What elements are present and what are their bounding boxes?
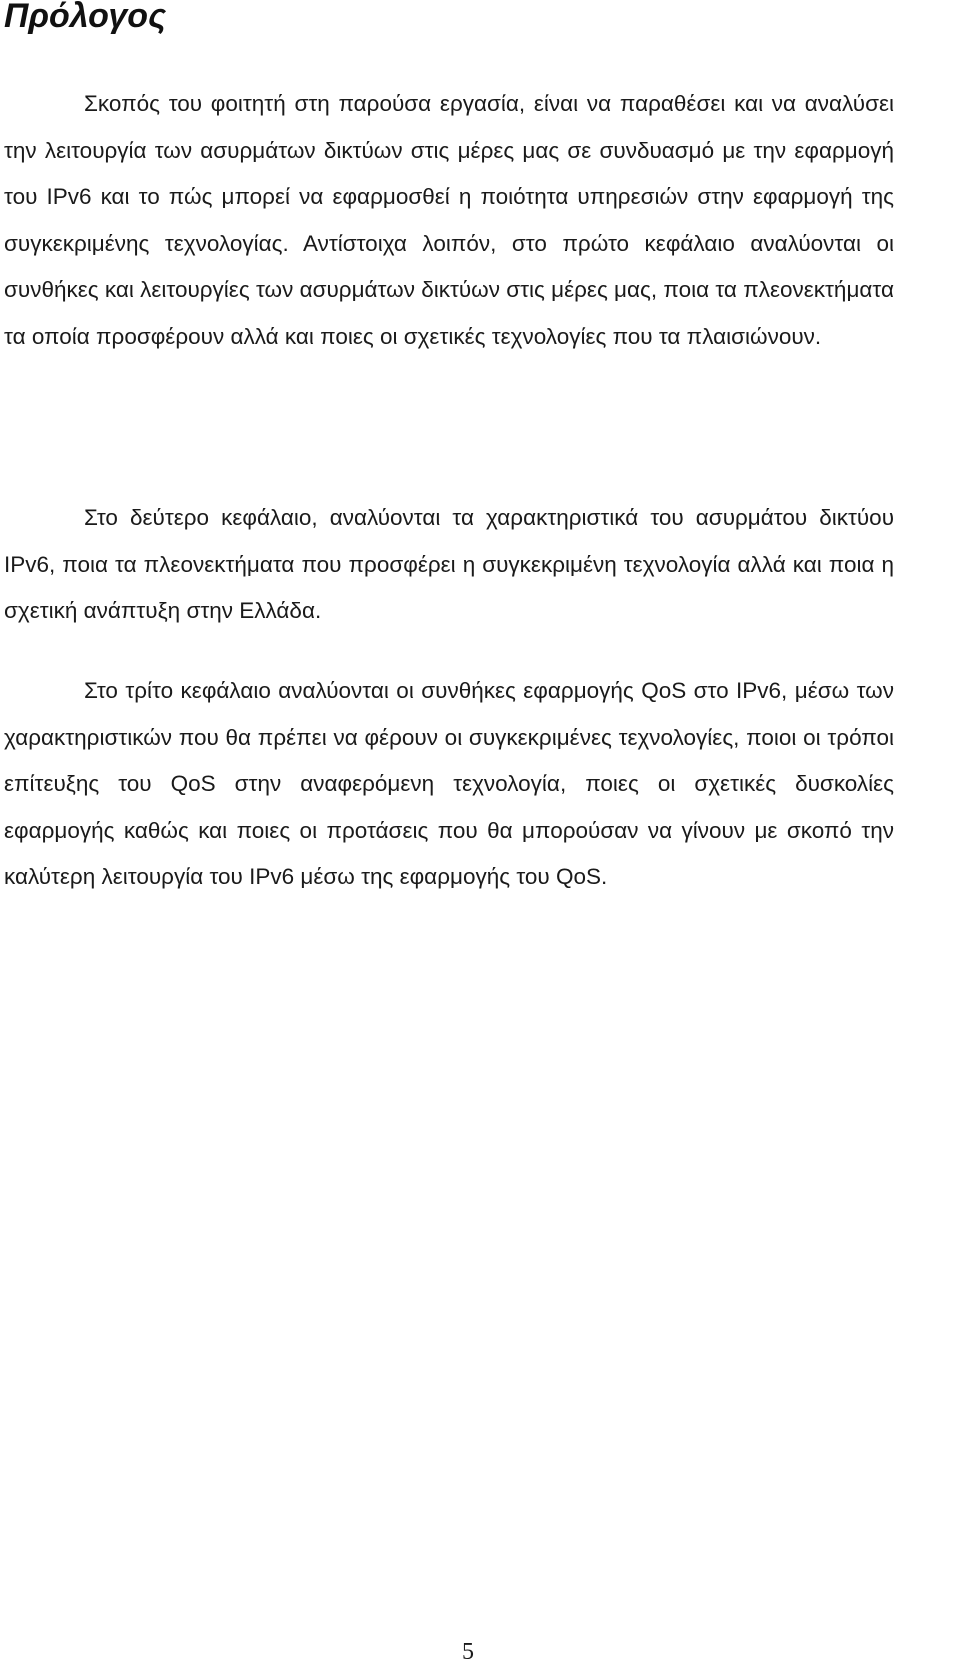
- paragraph-purpose: Σκοπός του φοιτητή στη παρούσα εργασία, είναι να παραθέσει και να αναλύσει την λειτουργία των ασυρμάτων δικτύων στις μέρες μας σε συνδυασμό με την εφαρμογή του IPv6 και το πώς μπορεί να εφαρμοσθεί η ποιότητα υπηρεσιών στην εφαρμογή της συγκεκριμένης τεχνολογίας. Αντίστοιχα λοιπόν, στο πρώτο κεφάλαιο αναλύονται οι συνθήκες και λειτουργίες των ασυρμάτων δικτύων στις μέρες μας, ποια τα πλεονεκτήματα τα οποία προσφέρουν αλλά και ποιες οι σχετικές τεχνολογίες που τα πλαισιώνουν.: [4, 91, 894, 349]
- paragraph-chapter-two: Στο δεύτερο κεφάλαιο, αναλύονται τα χαρακτηριστικά του ασυρμάτου δικτύου IPv6, ποια τα πλεονεκτήματα που προσφέρει η συγκεκριμένη τεχνολογία αλλά και ποια η σχετική ανάπτυξη στην Ελλάδα.: [4, 505, 894, 623]
- page-title: Πρόλογος: [4, 0, 167, 35]
- paragraph-chapter-three: Στο τρίτο κεφάλαιο αναλύονται οι συνθήκες εφαρμογής QoS στο IPv6, μέσω των χαρακτηριστικών που θα πρέπει να φέρουν οι συγκεκριμένες τεχνολογίες, ποιοι οι τρόποι επίτευξης του QoS στην αναφερόμενη τεχνολογία, ποιες οι σχετικές δυσκολίες εφαρμογής καθώς και ποιες οι προτάσεις που θα μπορούσαν να γίνουν με σκοπό την καλύτερη λειτουργία του IPv6 μέσω της εφαρμογής του QoS.: [4, 678, 894, 889]
- page-number: 5: [462, 1639, 474, 1665]
